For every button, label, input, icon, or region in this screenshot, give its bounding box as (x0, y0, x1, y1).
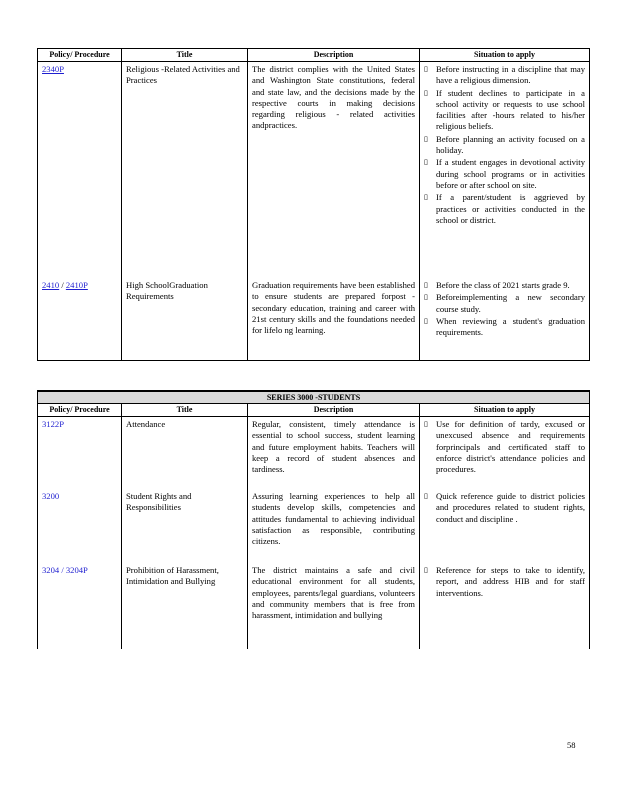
policy-cell (38, 62, 122, 279)
list-item: ▯ Use for definition of tardy, excused or unexcused absence and requirements forprincipals and certificated staff to enforce district's attendance policies and procedures. (424, 419, 585, 475)
title-cell: Religious -Related Activities and Practices (122, 62, 248, 279)
policy-link-2410p[interactable]: 2410P (65, 280, 88, 290)
table-row (38, 62, 590, 279)
situation-cell (420, 417, 590, 490)
list-item: ▯ Quick reference guide to district policies and procedures related to student rights, conduct and discipline . (424, 491, 585, 524)
policy-table-2000 (37, 48, 590, 361)
situation-list (424, 419, 585, 475)
bullet-icon: ▯ (424, 293, 428, 302)
bullet-icon: ▯ (424, 88, 428, 97)
bullet-icon: ▯ (424, 193, 428, 202)
list-item: ▯ If a parent/student is aggrieved by practices or activities conducted in the school or district. (424, 192, 585, 225)
list-item: ▯ When reviewing a student's graduation requirements. (424, 315, 585, 338)
table-header-row (38, 404, 590, 417)
title-cell: High SchoolGraduation Requirements (122, 278, 248, 361)
list-item: ▯ Reference for steps to take to identify, report, and address HIB and for staff interventions. (424, 565, 585, 598)
table-row (38, 417, 590, 490)
list-item: ▯ Before planning an activity focused on a holiday. (424, 133, 585, 156)
situation-cell (420, 278, 590, 361)
policy-cell: 3122P (38, 417, 122, 490)
bullet-icon: ▯ (424, 65, 428, 73)
bullet-icon: ▯ (424, 492, 428, 500)
description-cell: The district complies with the United States and Washington State constitutions, federal and state law, and the decisions made by the respective courts in making decisions regarding religious - related activities andpractices. (248, 62, 420, 279)
table-row (38, 278, 590, 361)
list-item: ▯ If a student engages in devotional activity during school programs or in activities before or after school on site. (424, 157, 585, 190)
table-header-row (38, 49, 590, 62)
bullet-icon: ▯ (424, 316, 428, 325)
policy-cell: 2410 / 2410P (38, 278, 122, 361)
header-policy: Policy/ Procedure (38, 49, 122, 62)
header-situation: Situation to apply (420, 49, 590, 62)
bullet-icon: ▯ (424, 158, 428, 167)
page-number: 58 (567, 740, 576, 750)
description-cell: The district maintains a safe and civil educational environment for all students, employees, parents/legal guardians, volunteers and community members that is free from harassment, intimidation and bullying (248, 563, 420, 649)
description-cell: Regular, consistent, timely attendance is essential to school success, student learning and future employment habits. Teachers will keep a record of student absences and tardiness. (248, 417, 420, 490)
header-situation: Situation to apply (420, 404, 590, 417)
header-title: Title (122, 49, 248, 62)
header-description: Description (248, 49, 420, 62)
list-item: ▯ Before the class of 2021 starts grade 9. (424, 280, 570, 290)
bullet-icon: ▯ (424, 566, 428, 574)
bullet-icon: ▯ (424, 420, 428, 428)
policy-cell: 3204 / 3204P (38, 563, 122, 649)
situation-list (424, 491, 585, 525)
list-item: ▯ Beforeimplementing a new secondary course study. (424, 292, 585, 314)
situation-list (424, 280, 585, 338)
bullet-icon: ▯ (424, 281, 428, 289)
situation-cell (420, 489, 590, 563)
series-title: SERIES 3000 -STUDENTS (38, 391, 590, 404)
table-row (38, 563, 590, 649)
situation-list (424, 64, 585, 226)
title-cell: Attendance (122, 417, 248, 490)
table-row (38, 489, 590, 563)
bullet-icon: ▯ (424, 134, 428, 143)
header-policy: Policy/ Procedure (38, 404, 122, 417)
policy-link-2340p[interactable]: 2340P (42, 64, 64, 74)
header-title: Title (122, 404, 248, 417)
policy-link-2410[interactable]: 2410 (42, 280, 60, 290)
policy-table-3000 (37, 390, 590, 649)
header-description: Description (248, 404, 420, 417)
series-heading-row (38, 391, 590, 404)
description-cell: Graduation requirements have been established to ensure students are prepared forpost - secondary education, training and career with 21st century skills and the foundations needed for lifelo ng learning. (248, 278, 420, 361)
policy-cell: 3200 (38, 489, 122, 563)
situation-cell (420, 563, 590, 649)
situation-list (424, 565, 585, 599)
description-cell: Assuring learning experiences to help all students develop skills, competencies and attitudes fundamental to achieving individual satisfaction as responsible, contributing citizens. (248, 489, 420, 563)
title-cell: Prohibition of Harassment, Intimidation and Bullying (122, 563, 248, 649)
title-cell: Student Rights and Responsibilities (122, 489, 248, 563)
situation-cell (420, 62, 590, 279)
list-item: ▯ Before instructing in a discipline that may have a religious dimension. (424, 64, 585, 86)
list-item: ▯ If student declines to participate in a school activity or requests to use school facilities after -hours related to his/her religious beliefs. (424, 87, 585, 132)
